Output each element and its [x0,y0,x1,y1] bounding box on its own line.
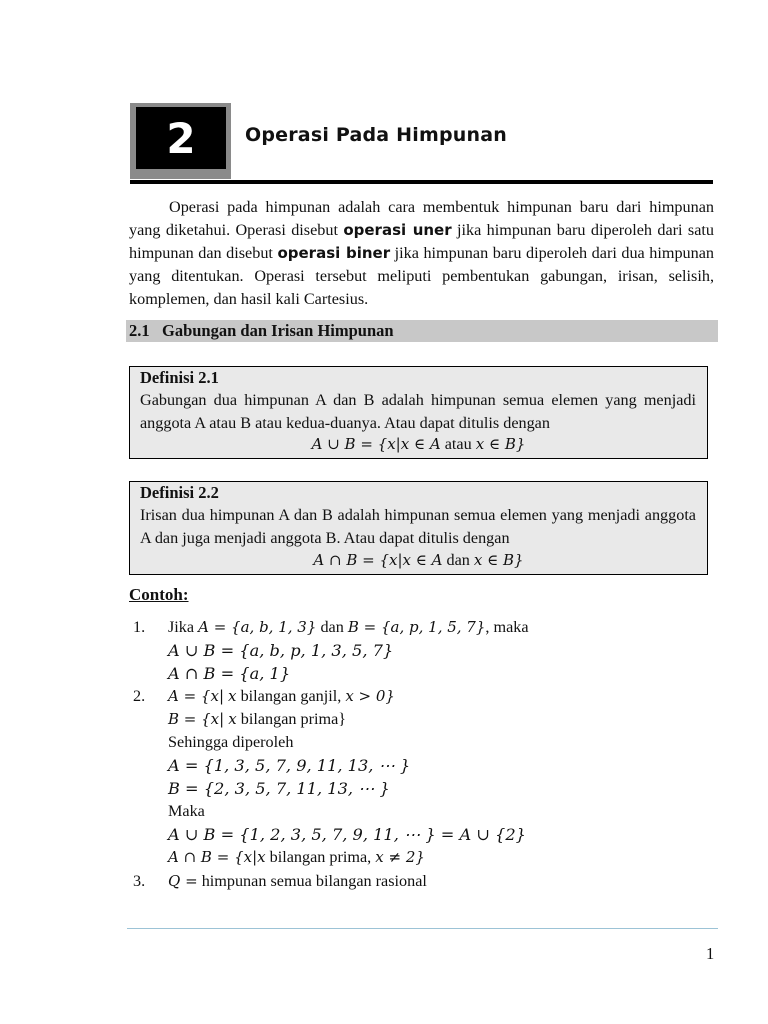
intro-text-2: jika himpunan baru diperoleh dari satu himpunan dan disebut [129,221,714,262]
ex3-statement [168,872,427,891]
example-1-statement [168,618,529,637]
formula-math-left: A ∪ B = {x|x ∈ A [311,435,441,453]
formula-word: atau [444,435,472,453]
ex2-set-a-definition [168,687,395,706]
ex2-set-b-list: B = {2, 3, 5, 7, 11, 13, ⋯ } [168,779,390,798]
chapter-number-box [136,107,226,169]
ex2-b-var: x [228,710,237,728]
chapter-number: 2 [166,113,196,163]
chapter-divider [130,180,713,184]
ex1-word-jika: Jika [168,618,195,636]
example-number-1: 1. [133,618,146,636]
ex2-inter-left: A ∩ B = {x|x [168,848,266,866]
formula-math-right: x ∈ B} [475,435,526,453]
ex2-inter-text: bilangan prima, [269,848,372,866]
ex1-union: A ∪ B = {a, b, p, 1, 3, 5, 7} [168,641,394,660]
intro-term-uner: operasi uner [343,221,452,239]
ex2-b-left: B = {x| [168,710,225,728]
section-heading-bar [126,320,718,342]
ex2-set-a-list: A = {1, 3, 5, 7, 9, 11, 13, ⋯ } [168,756,411,775]
page-number: 1 [706,944,715,963]
footer-divider [127,928,718,929]
ex1-intersection: A ∩ B = {a, 1} [168,664,291,683]
formula-word: dan [446,551,470,569]
ex2-a-right: x > 0} [345,687,395,705]
ex2-intersection [168,848,425,867]
ex2-a-text: bilangan ganjil, [240,687,342,705]
definition-formula [130,435,707,454]
ex1-set-b: B = {a, p, 1, 5, 7} [347,618,486,636]
definition-body: Irisan dua himpunan A dan B adalah himpunan semua elemen yang menjadi anggota A dan juga menjadi anggota B. Atau dapat ditulis dengan [140,506,696,547]
ex3-text: himpunan semua bilangan rasional [201,872,427,890]
ex2-union: A ∪ B = {1, 2, 3, 5, 7, 9, 11, ⋯ } = A ∪ {2} [168,825,526,844]
ex2-set-b-definition [168,710,346,729]
ex1-word-maka: , maka [485,618,529,636]
ex2-inter-right: x ≠ 2} [375,848,425,866]
ex1-set-a: A = {a, b, 1, 3} [198,618,317,636]
definition-box-2-2 [129,481,708,575]
intro-text-3: jika himpunan baru diperoleh dari dua himpunan yang ditentukan. Operasi tersebut meliputi pembentukan gabungan, irisan, selisih, komplemen, dan hasil kali Cartesius. [129,244,714,308]
ex3-math: Q = [168,872,198,890]
formula-math-right: x ∈ B} [473,551,524,569]
ex2-a-left: A = {x| [168,687,224,705]
section-number: 2.1 [129,321,150,340]
definition-body: Gabungan dua himpunan A dan B adalah himpunan semua elemen yang menjadi anggota A atau B atau kedua-duanya. Atau dapat ditulis dengan [140,391,696,432]
intro-text-1: Operasi pada himpunan adalah cara membentuk himpunan baru dari himpunan yang diketahui. Operasi disebut [129,198,714,239]
ex2-a-var: x [228,687,237,705]
ex2-maka: Maka [168,802,205,820]
section-title: Gabungan dan Irisan Himpunan [162,321,394,340]
intro-term-biner: operasi biner [277,244,391,262]
example-number-2: 2. [133,687,146,705]
definition-box-2-1 [129,366,708,459]
ex2-b-text: bilangan prima} [240,710,347,728]
ex1-word-dan: dan [320,618,344,636]
chapter-title: Operasi Pada Himpunan [245,124,507,146]
formula-math-left: A ∩ B = {x|x ∈ A [313,551,443,569]
definition-formula [130,551,707,570]
example-number-3: 3. [133,872,146,890]
definition-heading: Definisi 2.1 [140,368,219,387]
ex2-sehingga: Sehingga diperoleh [168,733,294,751]
definition-heading: Definisi 2.2 [140,483,219,502]
intro-paragraph [129,196,714,311]
examples-heading: Contoh: [129,585,189,604]
